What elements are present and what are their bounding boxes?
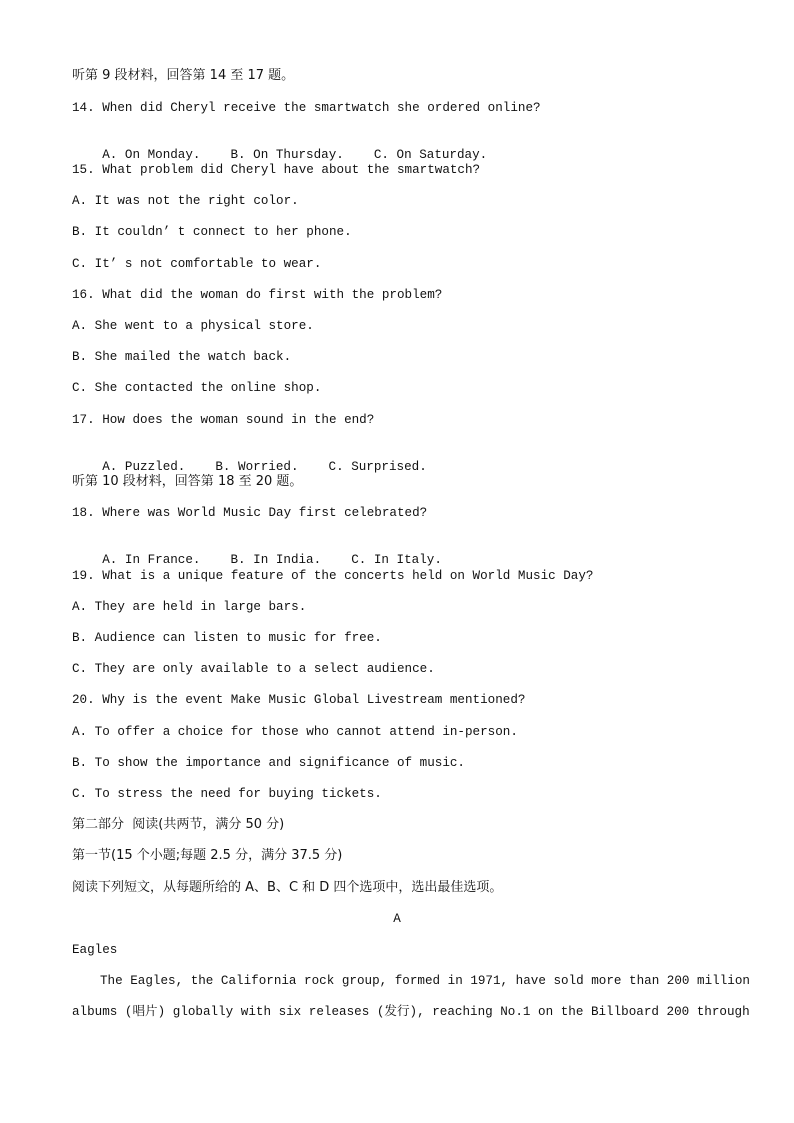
question-15-option-b: B. It couldn’ t connect to her phone. — [72, 225, 352, 239]
question-20-stem: 20. Why is the event Make Music Global Livestream mentioned? — [72, 693, 526, 707]
reading-instructions: 阅读下列短文，从每题所给的 A、B、C 和 D 四个选项中，选出最佳选项。 — [72, 880, 503, 895]
question-18-option-c: C. In Italy. — [351, 553, 442, 567]
passage-paragraph-line-2: albums (唱片) globally with six releases (发行), reaching No.1 on the Billboard 200 through — [72, 1005, 750, 1019]
question-18-stem: 18. Where was World Music Day first celebrated? — [72, 506, 428, 520]
part-2-heading: 第二部分 阅读(共两节，满分 50 分) — [72, 817, 285, 832]
question-18-option-a: A. In France. — [102, 553, 201, 567]
question-19-option-c: C. They are only available to a select audience. — [72, 662, 435, 676]
question-20-option-a: A. To offer a choice for those who cannot attend in-person. — [72, 725, 518, 739]
question-15-option-a: A. It was not the right color. — [72, 194, 299, 208]
question-17-option-a: A. Puzzled. — [102, 460, 186, 474]
question-15-stem: 15. What problem did Cheryl have about the smartwatch? — [72, 163, 481, 177]
question-19-stem: 19. What is a unique feature of the concerts held on World Music Day? — [72, 569, 594, 583]
question-14-option-a: A. On Monday. — [102, 148, 201, 162]
question-19-option-a: A. They are held in large bars. — [72, 600, 307, 614]
question-20-option-c: C. To stress the need for buying tickets. — [72, 787, 382, 801]
question-14-stem: 14. When did Cheryl receive the smartwatch she ordered online? — [72, 101, 541, 115]
question-14-option-c: C. On Saturday. — [373, 148, 488, 162]
section-10-intro: 听第 10 段材料，回答第 18 至 20 题。 — [72, 474, 303, 489]
passage-title: Eagles — [72, 943, 118, 957]
question-17-stem: 17. How does the woman sound in the end? — [72, 413, 375, 427]
question-19-option-b: B. Audience can listen to music for free. — [72, 631, 382, 645]
question-14-option-b: B. On Thursday. — [230, 148, 344, 162]
question-16-option-c: C. She contacted the online shop. — [72, 381, 322, 395]
part-2-subheading: 第一节(15 个小题;每题 2.5 分，满分 37.5 分) — [72, 848, 343, 863]
question-17-option-c: C. Surprised. — [328, 460, 427, 474]
passage-letter: A — [393, 912, 401, 926]
question-15-option-c: C. It’ s not comfortable to wear. — [72, 257, 322, 271]
passage-paragraph-line-1: The Eagles, the California rock group, formed in 1971, have sold more than 200 million — [100, 974, 750, 988]
question-17-option-b: B. Worried. — [215, 460, 299, 474]
question-16-stem: 16. What did the woman do first with the problem? — [72, 288, 443, 302]
question-18-option-b: B. In India. — [230, 553, 322, 567]
question-16-option-b: B. She mailed the watch back. — [72, 350, 292, 364]
question-16-option-a: A. She went to a physical store. — [72, 319, 314, 333]
question-20-option-b: B. To show the importance and significance of music. — [72, 756, 465, 770]
section-9-intro: 听第 9 段材料，回答第 14 至 17 题。 — [72, 68, 295, 83]
